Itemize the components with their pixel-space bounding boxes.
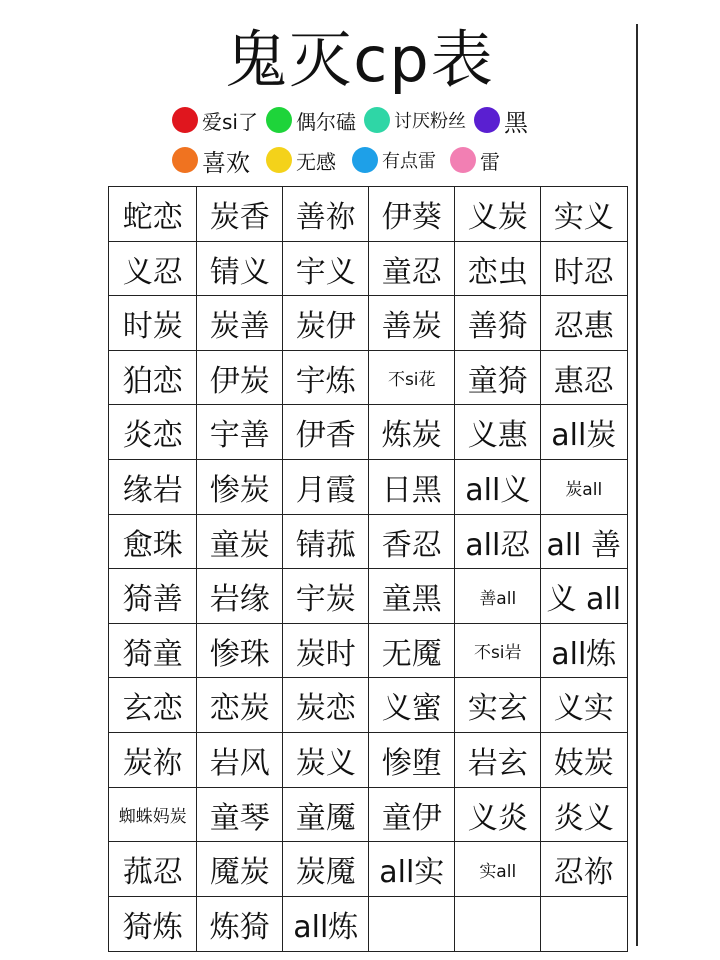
purple-dot-icon — [474, 107, 500, 133]
grid-cell: 童伊 — [368, 787, 456, 843]
grid-cell: 炭恋 — [282, 677, 370, 733]
grid-cell: 善炭 — [368, 295, 456, 351]
grid-cell: 惨珠 — [196, 623, 284, 679]
grid-cell: 时忍 — [540, 241, 628, 297]
pink-dot-icon — [450, 147, 476, 173]
grid-cell: 实义 — [540, 186, 628, 242]
grid-cell: 炭义 — [282, 732, 370, 788]
legend-item-sometimes — [266, 106, 356, 135]
legend-label: 雷 — [480, 149, 500, 174]
grid-cell: 炭善 — [196, 295, 284, 351]
grid-cell: 惠忍 — [540, 350, 628, 406]
legend-label: 爱si了 — [202, 109, 258, 134]
grid-cell: 童猗 — [454, 350, 542, 406]
grid-cell: all炭 — [540, 404, 628, 460]
grid-cell: 日黑 — [368, 459, 456, 515]
grid-cell: 宇善 — [196, 404, 284, 460]
legend-label: 讨厌粉丝 — [393, 111, 466, 132]
grid-cell: 锖义 — [196, 241, 284, 297]
grid-cell: 忍祢 — [540, 841, 628, 897]
grid-cell: 惨炭 — [196, 459, 284, 515]
cp-grid — [108, 186, 626, 950]
grid-cell: 猗善 — [108, 568, 198, 624]
grid-cell: 童琴 — [196, 787, 284, 843]
grid-cell: 义忍 — [108, 241, 198, 297]
legend-label: 喜欢 — [202, 148, 250, 177]
red-dot-icon — [172, 107, 198, 133]
grid-cell: 菰忍 — [108, 841, 198, 897]
grid-cell: 缘岩 — [108, 459, 198, 515]
grid-cell: 宇炭 — [282, 568, 370, 624]
grid-cell: 炼猗 — [196, 896, 284, 952]
grid-cell: all忍 — [454, 514, 542, 570]
grid-cell: 炼炭 — [368, 404, 456, 460]
grid-cell: 惨堕 — [368, 732, 456, 788]
grid-cell: 义蜜 — [368, 677, 456, 733]
legend-item-black — [474, 103, 528, 138]
orange-dot-icon — [172, 147, 198, 173]
grid-cell: 实玄 — [454, 677, 542, 733]
green-dot-icon — [266, 107, 292, 133]
grid-cell: 宇炼 — [282, 350, 370, 406]
grid-cell: 宇义 — [282, 241, 370, 297]
grid-cell-empty — [540, 896, 628, 952]
grid-cell: 玄恋 — [108, 677, 198, 733]
grid-cell: 炎义 — [540, 787, 628, 843]
grid-cell: 善祢 — [282, 186, 370, 242]
grid-cell: 愈珠 — [108, 514, 198, 570]
grid-cell: 月霞 — [282, 459, 370, 515]
grid-cell: all炼 — [540, 623, 628, 679]
grid-cell: 实all — [454, 841, 542, 897]
grid-cell: 义惠 — [454, 404, 542, 460]
grid-cell: 义实 — [540, 677, 628, 733]
grid-cell-empty — [368, 896, 456, 952]
grid-cell: 伊炭 — [196, 350, 284, 406]
teal-dot-icon — [364, 107, 390, 133]
grid-cell: 蜘蛛妈炭 — [108, 787, 198, 843]
grid-cell: 炭魇 — [282, 841, 370, 897]
grid-cell: 童黑 — [368, 568, 456, 624]
legend-label: 无感 — [296, 149, 336, 174]
legend — [172, 100, 572, 182]
grid-cell: 恋虫 — [454, 241, 542, 297]
grid-cell: 香忍 — [368, 514, 456, 570]
grid-cell: 义炭 — [454, 186, 542, 242]
grid-cell: 童炭 — [196, 514, 284, 570]
legend-row-1 — [172, 100, 572, 140]
legend-item-like — [172, 143, 250, 178]
grid-cell: 炭时 — [282, 623, 370, 679]
grid-cell-empty — [454, 896, 542, 952]
grid-cell: 岩缘 — [196, 568, 284, 624]
legend-label: 黑 — [503, 108, 528, 137]
grid-cell: 蛇恋 — [108, 186, 198, 242]
grid-cell: 伊香 — [282, 404, 370, 460]
legend-label: 偶尔磕 — [295, 109, 356, 134]
grid-cell: 炭香 — [196, 186, 284, 242]
grid-cell: all义 — [454, 459, 542, 515]
legend-row-2 — [172, 140, 572, 180]
grid-cell: 魇炭 — [196, 841, 284, 897]
grid-cell: 炎恋 — [108, 404, 198, 460]
grid-cell: 童魇 — [282, 787, 370, 843]
grid-cell: 义 all — [540, 568, 628, 624]
grid-cell: 无魇 — [368, 623, 456, 679]
grid-cell: 炭all — [540, 459, 628, 515]
legend-item-indifferent — [266, 146, 336, 175]
grid-cell: 岩玄 — [454, 732, 542, 788]
grid-cell: 伊葵 — [368, 186, 456, 242]
grid-cell: 童忍 — [368, 241, 456, 297]
grid-cell: 恋炭 — [196, 677, 284, 733]
legend-item-hate-fans — [364, 107, 466, 133]
grid-cell: 炭祢 — [108, 732, 198, 788]
page-title: 鬼灭cp表 — [225, 23, 495, 96]
blue-dot-icon — [352, 147, 378, 173]
grid-cell: 炭伊 — [282, 295, 370, 351]
grid-cell: all实 — [368, 841, 456, 897]
legend-label: 有点雷 — [382, 151, 436, 172]
grid-cell: all炼 — [282, 896, 370, 952]
grid-cell: 狛恋 — [108, 350, 198, 406]
grid-cell: 锖菰 — [282, 514, 370, 570]
grid-cell: 善猗 — [454, 295, 542, 351]
grid-cell: 岩风 — [196, 732, 284, 788]
grid-cell: 猗童 — [108, 623, 198, 679]
legend-item-dislike — [450, 146, 500, 175]
grid-cell: 时炭 — [108, 295, 198, 351]
grid-cell: all 善 — [540, 514, 628, 570]
grid-cell: 不si花 — [368, 350, 456, 406]
yellow-dot-icon — [266, 147, 292, 173]
grid-cell: 不si岩 — [454, 623, 542, 679]
grid-cell: 义炎 — [454, 787, 542, 843]
grid-cell: 猗炼 — [108, 896, 198, 952]
legend-item-slight-dislike — [352, 147, 436, 173]
grid-cell: 妓炭 — [540, 732, 628, 788]
legend-item-love — [172, 106, 258, 135]
grid-cell: 善all — [454, 568, 542, 624]
grid-cell: 忍惠 — [540, 295, 628, 351]
vertical-divider — [636, 24, 638, 946]
